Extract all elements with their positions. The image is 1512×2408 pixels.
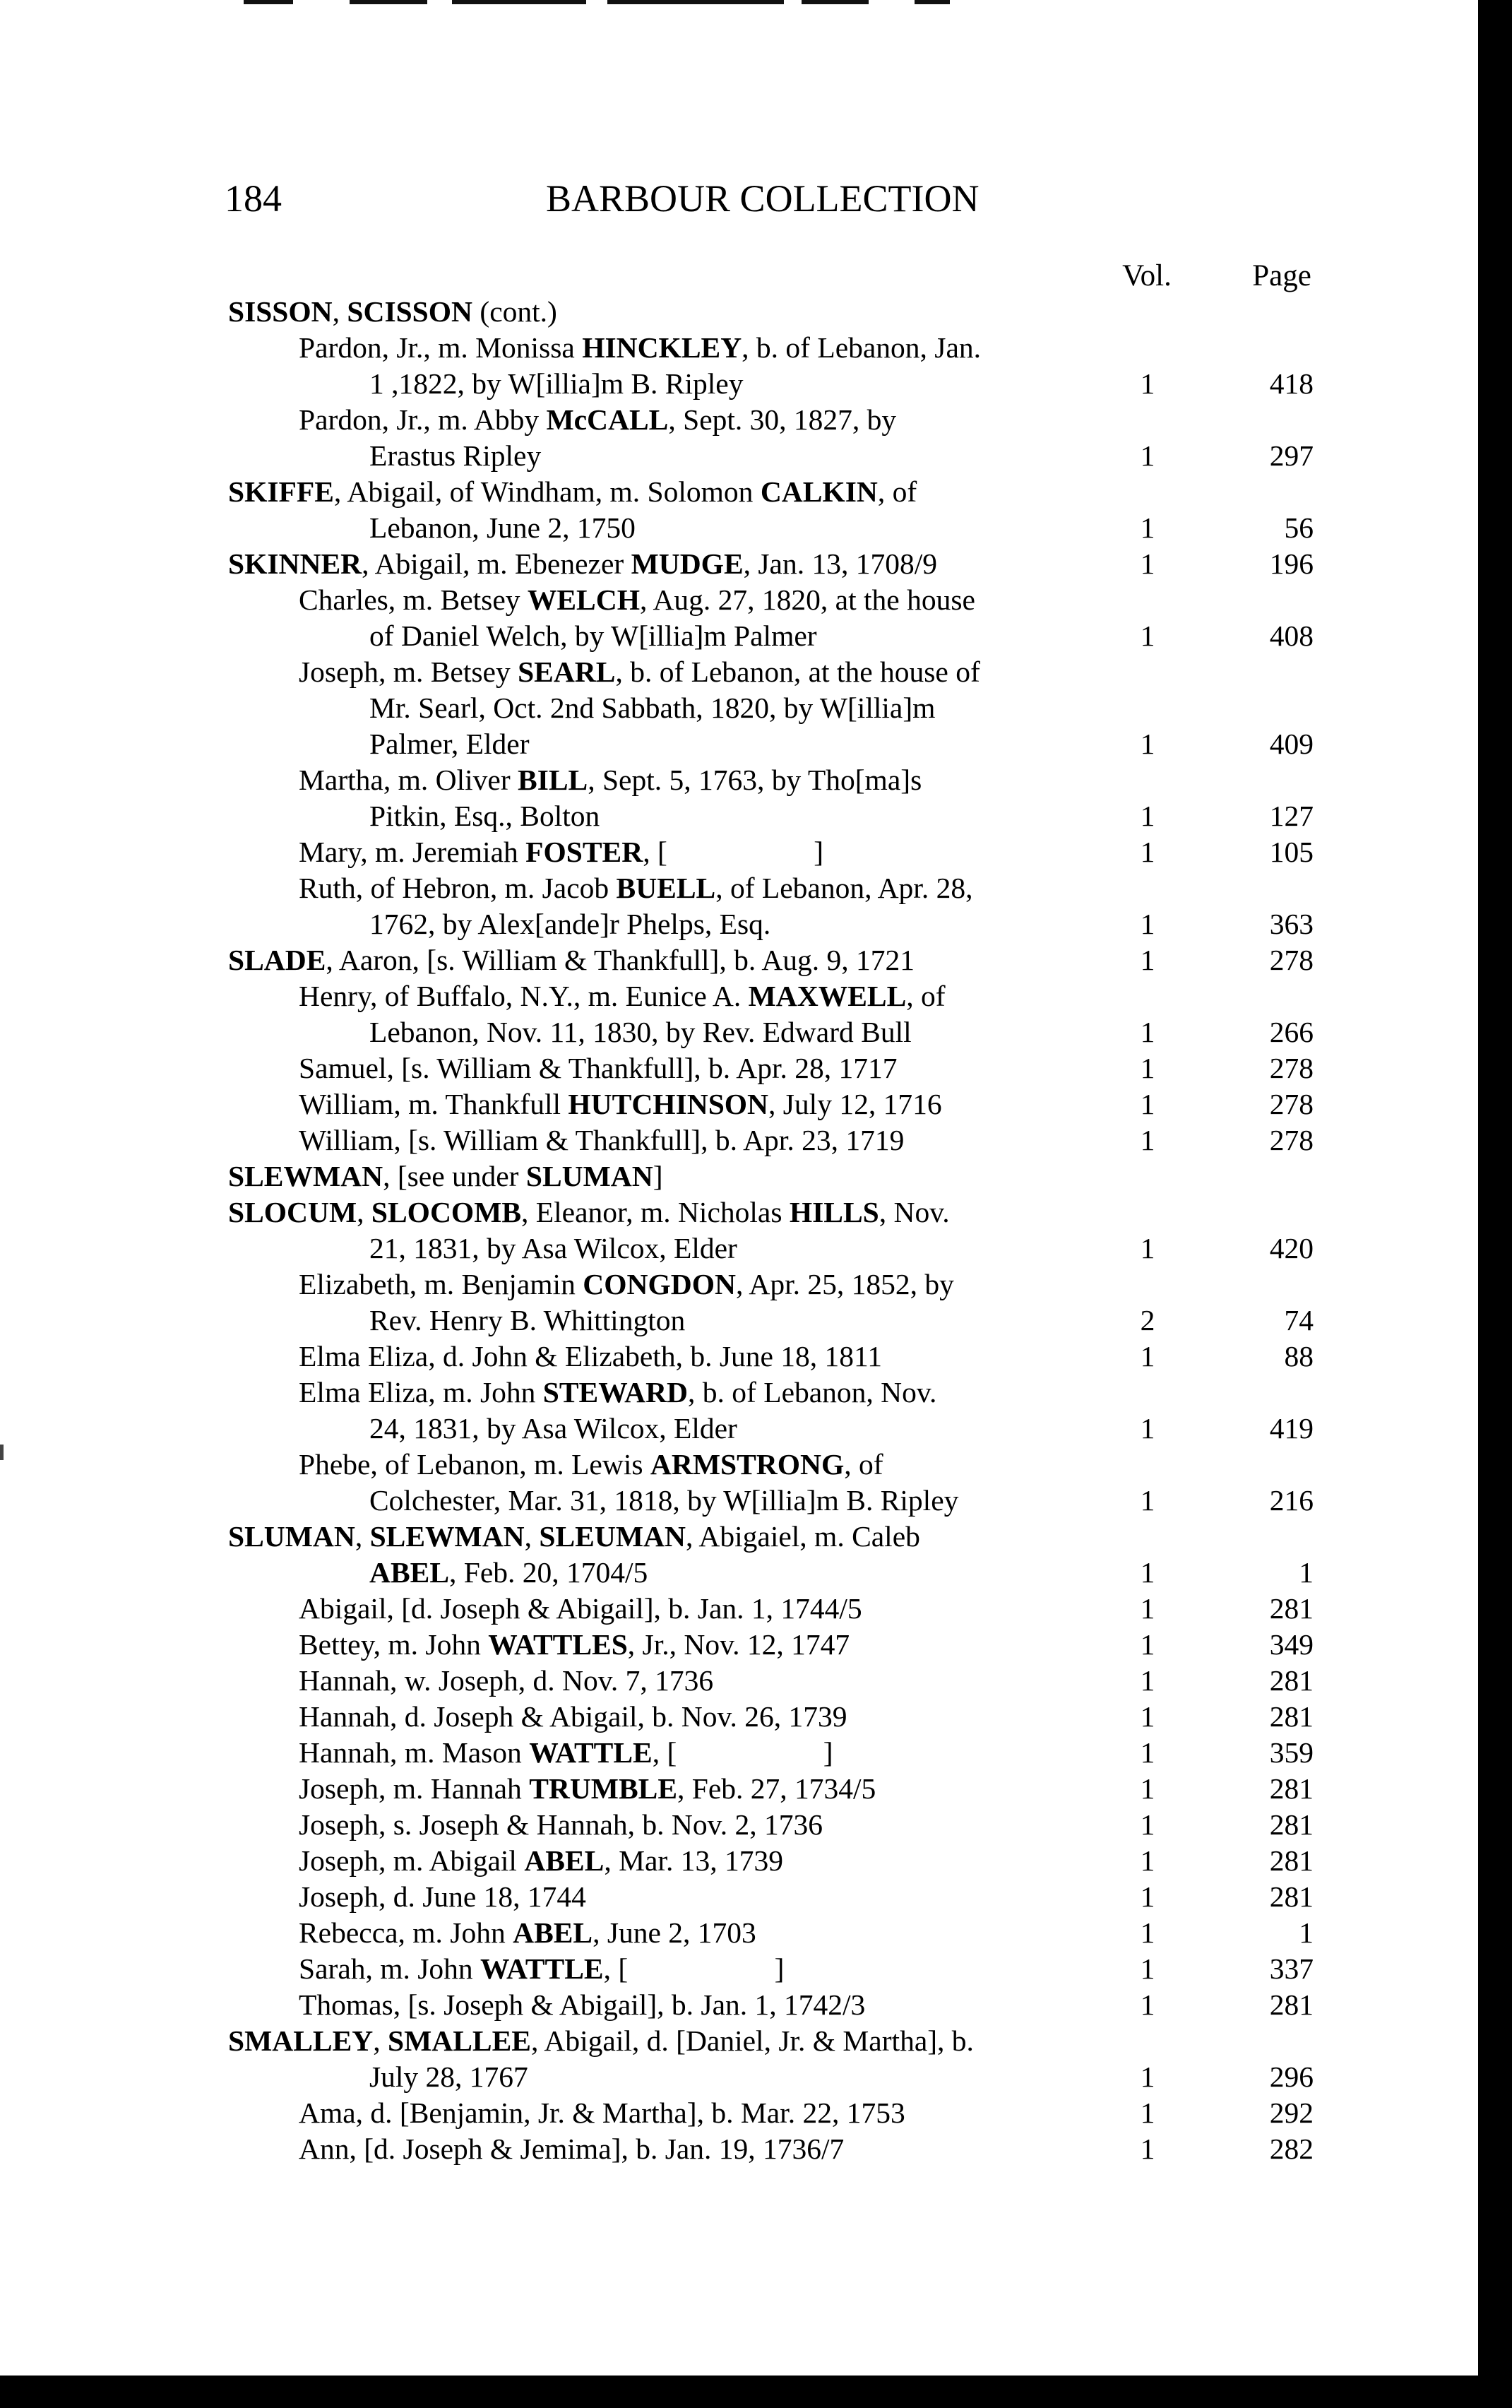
index-line — [0, 618, 1478, 654]
index-line — [0, 798, 1478, 834]
scan-edge-mark — [244, 0, 293, 4]
index-line — [0, 1987, 1478, 2023]
entry-text: July 28, 1767 — [369, 2060, 528, 2093]
entry-volume: 1 — [1140, 619, 1155, 652]
column-header-page: Page — [1252, 259, 1311, 292]
page-number: 184 — [225, 177, 282, 220]
entry-volume: 1 — [1140, 1628, 1155, 1661]
entry-text: Thomas, [s. Joseph & Abigail], b. Jan. 1, 1742/3 — [299, 1988, 866, 2021]
entry-text: Pitkin, Esq., Bolton — [369, 800, 600, 832]
column-header-vol: Vol. — [1122, 259, 1172, 292]
index-line — [0, 1230, 1478, 1267]
entry-text: SLADE, Aaron, [s. William & Thankfull], b. Aug. 9, 1721 — [228, 944, 915, 976]
entry-volume: 1 — [1140, 511, 1155, 544]
entry-page: 88 — [1284, 1340, 1314, 1372]
entry-page: 56 — [1284, 511, 1314, 544]
entry-volume: 1 — [1140, 1484, 1155, 1517]
entry-text: Palmer, Elder — [369, 728, 530, 760]
entry-text: SKINNER, Abigail, m. Ebenezer MUDGE, Jan. 13, 1708/9 — [228, 547, 937, 580]
entry-text: Mary, m. Jeremiah FOSTER, [ ] — [299, 836, 824, 868]
entry-text: Pardon, Jr., m. Abby McCALL, Sept. 30, 1827, by — [299, 403, 897, 436]
scan-edge-mark — [607, 0, 784, 4]
scan-edge-mark — [350, 0, 427, 4]
entry-volume: 1 — [1140, 944, 1155, 976]
entry-page: 278 — [1269, 1052, 1314, 1084]
entry-page: 278 — [1269, 1124, 1314, 1156]
entry-text: Erastus Ripley — [369, 439, 542, 472]
entry-text: SLOCUM, SLOCOMB, Eleanor, m. Nicholas HILLS, Nov. — [228, 1196, 950, 1228]
entry-text: Hannah, m. Mason WATTLE, [ ] — [299, 1736, 833, 1769]
entry-text: Elma Eliza, d. John & Elizabeth, b. June 18, 1811 — [299, 1340, 882, 1372]
entry-volume: 1 — [1140, 2096, 1155, 2129]
entry-volume: 1 — [1140, 1772, 1155, 1805]
index-line — [0, 294, 1478, 330]
index-line — [0, 330, 1478, 366]
entry-volume: 1 — [1140, 439, 1155, 472]
index-line — [0, 978, 1478, 1014]
entry-volume: 1 — [1140, 1232, 1155, 1264]
index-line — [0, 1303, 1478, 1339]
entry-text: ABEL, Feb. 20, 1704/5 — [369, 1556, 648, 1589]
entry-volume: 1 — [1140, 1088, 1155, 1120]
entry-text: SMALLEY, SMALLEE, Abigail, d. [Daniel, Jr. & Martha], b. — [228, 2024, 974, 2057]
entry-volume: 1 — [1140, 728, 1155, 760]
index-line — [0, 1158, 1478, 1194]
entry-text: Colchester, Mar. 31, 1818, by W[illia]m B. Ripley — [369, 1484, 959, 1517]
entry-text: Joseph, d. June 18, 1744 — [299, 1880, 586, 1913]
entry-volume: 1 — [1140, 1124, 1155, 1156]
entry-page: 337 — [1269, 1952, 1314, 1985]
index-line — [0, 1411, 1478, 1447]
index-line — [0, 402, 1478, 438]
entry-page: 419 — [1269, 1412, 1314, 1445]
scan-edge-mark — [802, 0, 869, 4]
entry-text: Rebecca, m. John ABEL, June 2, 1703 — [299, 1916, 756, 1949]
entry-text: Mr. Searl, Oct. 2nd Sabbath, 1820, by W[illia]m — [369, 692, 936, 724]
entry-page: 281 — [1269, 1592, 1314, 1625]
entry-page: 278 — [1269, 1088, 1314, 1120]
entry-text: Joseph, m. Abigail ABEL, Mar. 13, 1739 — [299, 1844, 783, 1877]
entry-volume: 1 — [1140, 1808, 1155, 1841]
index-entries — [0, 294, 1478, 2167]
entry-page: 216 — [1269, 1484, 1314, 1517]
entry-volume: 1 — [1140, 1952, 1155, 1985]
entry-page: 296 — [1269, 2060, 1314, 2093]
entry-text: Ama, d. [Benjamin, Jr. & Martha], b. Mar. 22, 1753 — [299, 2096, 905, 2129]
entry-text: Henry, of Buffalo, N.Y., m. Eunice A. MAXWELL, of — [299, 980, 946, 1012]
entry-volume: 1 — [1140, 2060, 1155, 2093]
entry-page: 281 — [1269, 1772, 1314, 1805]
entry-page: 292 — [1269, 2096, 1314, 2129]
index-line — [0, 870, 1478, 906]
entry-page: 74 — [1284, 1304, 1314, 1336]
entry-text: Samuel, [s. William & Thankfull], b. Apr. 28, 1717 — [299, 1052, 898, 1084]
index-line — [0, 2059, 1478, 2095]
entry-page: 418 — [1269, 367, 1314, 400]
index-line — [0, 582, 1478, 618]
column-headers — [0, 259, 1478, 294]
index-line — [0, 1735, 1478, 1771]
index-line — [0, 1879, 1478, 1915]
index-line — [0, 1194, 1478, 1230]
entry-text: Ruth, of Hebron, m. Jacob BUELL, of Lebanon, Apr. 28, — [299, 872, 973, 904]
scan-edge-mark — [452, 0, 586, 4]
index-line — [0, 942, 1478, 978]
entry-text: Martha, m. Oliver BILL, Sept. 5, 1763, by Tho[ma]s — [299, 764, 922, 796]
entry-page: 408 — [1269, 619, 1314, 652]
entry-page: 281 — [1269, 1808, 1314, 1841]
entry-page: 278 — [1269, 944, 1314, 976]
entry-text: Phebe, of Lebanon, m. Lewis ARMSTRONG, of — [299, 1448, 883, 1481]
entry-page: 281 — [1269, 1844, 1314, 1877]
index-line — [0, 1339, 1478, 1375]
entry-volume: 1 — [1140, 1700, 1155, 1733]
index-line — [0, 510, 1478, 546]
entry-volume: 1 — [1140, 1052, 1155, 1084]
entry-page: 127 — [1269, 800, 1314, 832]
index-line — [0, 1951, 1478, 1987]
index-line — [0, 1519, 1478, 1555]
index-line — [0, 1843, 1478, 1879]
index-line — [0, 1122, 1478, 1158]
entry-page: 1 — [1299, 1556, 1314, 1589]
entry-text: SLUMAN, SLEWMAN, SLEUMAN, Abigaiel, m. Caleb — [228, 1520, 920, 1553]
entry-text: Rev. Henry B. Whittington — [369, 1304, 686, 1336]
entry-volume: 1 — [1140, 908, 1155, 940]
running-title: BARBOUR COLLECTION — [546, 177, 980, 220]
entry-volume: 1 — [1140, 1412, 1155, 1445]
index-line — [0, 2131, 1478, 2167]
entry-text: SLEWMAN, [see under SLUMAN] — [228, 1160, 663, 1192]
entry-text: Charles, m. Betsey WELCH, Aug. 27, 1820, at the house — [299, 583, 975, 616]
entry-volume: 1 — [1140, 1556, 1155, 1589]
entry-text: William, m. Thankfull HUTCHINSON, July 12, 1716 — [299, 1088, 942, 1120]
index-line — [0, 546, 1478, 582]
index-line — [0, 1050, 1478, 1086]
entry-text: Joseph, m. Hannah TRUMBLE, Feb. 27, 1734/5 — [299, 1772, 876, 1805]
entry-text: Ann, [d. Joseph & Jemima], b. Jan. 19, 1736/7 — [299, 2133, 845, 2165]
entry-page: 1 — [1299, 1916, 1314, 1949]
entry-text: Bettey, m. John WATTLES, Jr., Nov. 12, 1747 — [299, 1628, 850, 1661]
index-line — [0, 834, 1478, 870]
entry-volume: 1 — [1140, 1664, 1155, 1697]
entry-page: 266 — [1269, 1016, 1314, 1048]
index-line — [0, 474, 1478, 510]
entry-text: Lebanon, June 2, 1750 — [369, 511, 636, 544]
entry-text: SISSON, SCISSON (cont.) — [228, 295, 557, 328]
index-line — [0, 2095, 1478, 2131]
entry-volume: 1 — [1140, 547, 1155, 580]
entry-text: 24, 1831, by Asa Wilcox, Elder — [369, 1412, 737, 1445]
entry-page: 409 — [1269, 728, 1314, 760]
entry-page: 105 — [1269, 836, 1314, 868]
entry-page: 282 — [1269, 2133, 1314, 2165]
entry-text: Pardon, Jr., m. Monissa HINCKLEY, b. of Lebanon, Jan. — [299, 331, 982, 364]
index-line — [0, 1483, 1478, 1519]
entry-volume: 1 — [1140, 800, 1155, 832]
entry-text: Hannah, w. Joseph, d. Nov. 7, 1736 — [299, 1664, 714, 1697]
index-line — [0, 1375, 1478, 1411]
entry-text: 1 ,1822, by W[illia]m B. Ripley — [369, 367, 744, 400]
index-line — [0, 762, 1478, 798]
entry-volume: 1 — [1140, 1988, 1155, 2021]
index-line — [0, 1267, 1478, 1303]
index-line — [0, 366, 1478, 402]
entry-page: 281 — [1269, 1988, 1314, 2021]
index-line — [0, 1807, 1478, 1843]
index-line — [0, 726, 1478, 762]
index-line — [0, 1447, 1478, 1483]
entry-volume: 1 — [1140, 836, 1155, 868]
entry-page: 196 — [1269, 547, 1314, 580]
entry-volume: 1 — [1140, 1016, 1155, 1048]
index-line — [0, 2023, 1478, 2059]
entry-volume: 1 — [1140, 1880, 1155, 1913]
index-line — [0, 1771, 1478, 1807]
entry-volume: 1 — [1140, 1592, 1155, 1625]
index-line — [0, 1699, 1478, 1735]
entry-text: 1762, by Alex[ande]r Phelps, Esq. — [369, 908, 771, 940]
entry-text: Joseph, s. Joseph & Hannah, b. Nov. 2, 1736 — [299, 1808, 823, 1841]
entry-volume: 1 — [1140, 1916, 1155, 1949]
index-line — [0, 654, 1478, 690]
entry-text: SKIFFE, Abigail, of Windham, m. Solomon CALKIN, of — [228, 475, 917, 508]
entry-volume: 2 — [1140, 1304, 1155, 1336]
index-line — [0, 1086, 1478, 1122]
index-line — [0, 438, 1478, 474]
entry-text: of Daniel Welch, by W[illia]m Palmer — [369, 619, 817, 652]
index-line — [0, 1591, 1478, 1627]
entry-volume: 1 — [1140, 2133, 1155, 2165]
scan-edge-mark — [915, 0, 950, 4]
page-header — [225, 177, 1001, 219]
index-line — [0, 1555, 1478, 1591]
entry-text: Sarah, m. John WATTLE, [ ] — [299, 1952, 785, 1985]
index-line — [0, 1663, 1478, 1699]
entry-text: Abigail, [d. Joseph & Abigail], b. Jan. 1, 1744/5 — [299, 1592, 862, 1625]
index-line — [0, 1627, 1478, 1663]
entry-page: 281 — [1269, 1664, 1314, 1697]
entry-text: Lebanon, Nov. 11, 1830, by Rev. Edward Bull — [369, 1016, 912, 1048]
entry-text: Joseph, m. Betsey SEARL, b. of Lebanon, at the house of — [299, 656, 980, 688]
index-line — [0, 906, 1478, 942]
entry-volume: 1 — [1140, 1736, 1155, 1769]
entry-page: 420 — [1269, 1232, 1314, 1264]
index-line — [0, 1915, 1478, 1951]
index-line — [0, 690, 1478, 726]
entry-text: William, [s. William & Thankfull], b. Apr. 23, 1719 — [299, 1124, 905, 1156]
entry-volume: 1 — [1140, 367, 1155, 400]
entry-page: 359 — [1269, 1736, 1314, 1769]
entry-text: 21, 1831, by Asa Wilcox, Elder — [369, 1232, 737, 1264]
entry-page: 363 — [1269, 908, 1314, 940]
entry-text: Hannah, d. Joseph & Abigail, b. Nov. 26, 1739 — [299, 1700, 847, 1733]
entry-page: 281 — [1269, 1700, 1314, 1733]
entry-text: Elma Eliza, m. John STEWARD, b. of Lebanon, Nov. — [299, 1376, 937, 1408]
entry-volume: 1 — [1140, 1340, 1155, 1372]
entry-volume: 1 — [1140, 1844, 1155, 1877]
index-line — [0, 1014, 1478, 1050]
entry-page: 281 — [1269, 1880, 1314, 1913]
entry-page: 297 — [1269, 439, 1314, 472]
entry-page: 349 — [1269, 1628, 1314, 1661]
entry-text: Elizabeth, m. Benjamin CONGDON, Apr. 25, 1852, by — [299, 1268, 954, 1300]
